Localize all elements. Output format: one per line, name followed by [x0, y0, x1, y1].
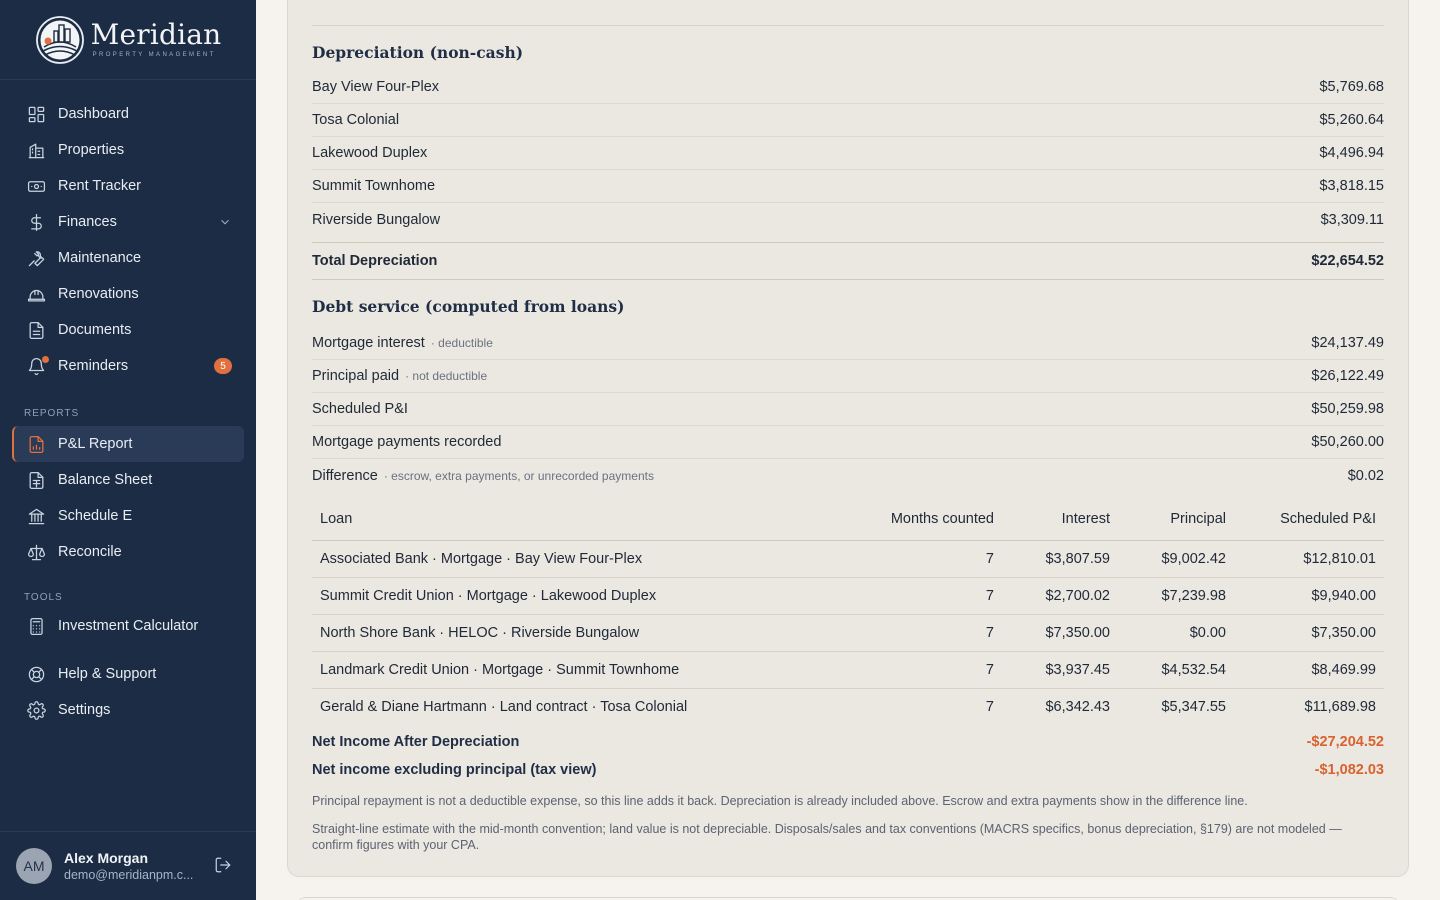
principal-cell: $4,532.54 — [1118, 651, 1234, 688]
document-icon — [26, 320, 46, 340]
loan-name-cell: Associated Bank · Mortgage · Bay View Four-Plex — [312, 540, 832, 577]
loan-name-cell: Landmark Credit Union · Mortgage · Summit Townhome — [312, 651, 832, 688]
nav-item-label: Reminders — [58, 358, 129, 374]
nav-item-label: Maintenance — [58, 250, 142, 266]
brand-name: Meridian — [90, 18, 222, 51]
user-name: Alex Morgan — [64, 850, 149, 866]
avatar: AM — [16, 848, 52, 884]
row-label: Bay View Four-Plex — [312, 79, 440, 95]
row-amount: $50,259.98 — [1311, 401, 1384, 417]
row-note: · not deductible — [405, 369, 488, 383]
total-depreciation-row — [312, 242, 1384, 280]
dashboard-icon — [26, 104, 46, 124]
nav-item-label: Rent Tracker — [58, 178, 141, 194]
net-label: Net Income After Depreciation — [312, 734, 520, 750]
nav-item-label: Finances — [58, 214, 117, 230]
wrench-icon — [26, 248, 46, 268]
reports-section-label: REPORTS — [24, 407, 80, 419]
nav-item-label: Renovations — [58, 286, 139, 302]
row-amount: $3,818.15 — [1319, 178, 1384, 194]
scheduled-pi-cell: $7,350.00 — [1234, 614, 1384, 651]
nav-item-label: Investment Calculator — [58, 618, 199, 634]
net-value: -$1,082.03 — [1314, 762, 1384, 778]
row-amount: $26,122.49 — [1311, 368, 1384, 384]
depreciation-row — [312, 170, 1384, 203]
depreciation-row — [312, 137, 1384, 170]
tools-section-label: TOOLS — [24, 591, 63, 603]
table-row — [312, 540, 1384, 577]
scheduled-pi-cell: $9,940.00 — [1234, 577, 1384, 614]
nav-item-schedule-e[interactable] — [12, 498, 244, 534]
principal-note: Principal repayment is not a deductible expense, so this line adds it back. Depreciation is already included above. Escrow and extra payments show in the difference line. — [312, 794, 1248, 808]
main-nav — [0, 80, 256, 728]
gear-icon — [26, 700, 46, 720]
row-label: Summit Townhome — [312, 178, 436, 194]
debt-row — [312, 459, 1384, 492]
table-header-row — [312, 499, 1384, 540]
dollar-icon — [26, 212, 46, 232]
row-note: · deductible — [430, 336, 493, 350]
row-amount: $3,309.11 — [1320, 211, 1384, 228]
row-label: Total Depreciation — [312, 253, 438, 269]
nav-item-help-support[interactable] — [12, 656, 244, 692]
nav-item-properties[interactable] — [12, 132, 244, 168]
nav-item-label: Balance Sheet — [58, 472, 153, 488]
row-label: Tosa Colonial — [312, 112, 400, 128]
nav-item-pl-report[interactable] — [12, 426, 244, 462]
scheduled-pi-cell: $12,810.01 — [1234, 540, 1384, 577]
loan-name-cell: Summit Credit Union · Mortgage · Lakewood Duplex — [312, 577, 832, 614]
nav-item-label: Documents — [58, 322, 132, 338]
principal-cell: $0.00 — [1118, 614, 1234, 651]
sidebar — [0, 0, 256, 900]
row-amount: $0.02 — [1347, 467, 1384, 484]
chevron-down-icon[interactable] — [218, 215, 232, 229]
building-icon — [26, 140, 46, 160]
row-amount: $5,769.68 — [1319, 79, 1384, 95]
brand-tagline: PROPERTY MANAGEMENT — [92, 52, 216, 58]
pl-report-card — [287, 0, 1409, 877]
interest-cell: $3,937.45 — [1002, 651, 1118, 688]
table-row — [312, 614, 1384, 651]
table-row — [312, 577, 1384, 614]
row-label: Mortgage interest — [312, 335, 425, 351]
net-income-after-depreciation — [312, 734, 1384, 750]
nav-item-label: Properties — [58, 142, 125, 158]
debt-row — [312, 360, 1384, 393]
row-amount: $22,654.52 — [1311, 253, 1384, 269]
nav-item-balance-sheet[interactable] — [12, 462, 244, 498]
nav-item-label: P&L Report — [58, 436, 133, 452]
column-header: Interest — [1002, 499, 1118, 540]
nav-item-label: Settings — [58, 702, 111, 718]
debt-row — [312, 327, 1384, 360]
nav-item-renovations[interactable] — [12, 276, 244, 312]
principal-cell: $5,347.55 — [1161, 698, 1226, 715]
principal-cell: $9,002.42 — [1118, 540, 1234, 577]
row-amount: $50,260.00 — [1311, 434, 1384, 450]
nav-item-dashboard[interactable] — [12, 96, 244, 132]
table-row — [312, 651, 1384, 688]
net-income-tax-view — [312, 762, 1384, 778]
row-label: Riverside Bungalow — [312, 211, 441, 228]
nav-item-label: Help & Support — [58, 666, 157, 682]
bank-icon — [26, 506, 46, 526]
months-cell: 7 — [985, 698, 994, 715]
interest-cell: $6,342.43 — [1045, 698, 1110, 715]
brand-logo[interactable] — [0, 0, 256, 80]
row-amount: $5,260.64 — [1319, 112, 1384, 128]
nav-item-label: Reconcile — [58, 544, 122, 560]
row-amount: $24,137.49 — [1311, 335, 1384, 351]
reminders-count-badge: 5 — [214, 358, 232, 374]
table-row — [312, 688, 1384, 725]
row-label: Difference — [312, 467, 378, 484]
meridian-logo-icon — [35, 15, 85, 65]
nav-item-reconcile[interactable] — [12, 534, 244, 570]
depreciation-row — [312, 71, 1384, 104]
interest-cell: $7,350.00 — [1002, 614, 1118, 651]
months-cell: 7 — [832, 577, 1002, 614]
debt-service-section-title: Debt service (computed from loans) — [312, 297, 625, 316]
interest-cell: $2,700.02 — [1002, 577, 1118, 614]
principal-cell: $7,239.98 — [1118, 577, 1234, 614]
row-label: Principal paid — [312, 368, 400, 384]
nav-item-documents[interactable] — [12, 312, 244, 348]
scale-icon — [26, 542, 46, 562]
debt-row — [312, 426, 1384, 459]
logout-icon[interactable] — [214, 856, 234, 876]
sheet-icon — [26, 470, 46, 490]
months-cell: 7 — [832, 540, 1002, 577]
months-cell: 7 — [832, 651, 1002, 688]
column-header: Months counted — [832, 499, 1002, 540]
scheduled-pi-cell: $11,689.98 — [1304, 698, 1376, 715]
loan-name-cell: North Shore Bank · HELOC · Riverside Bungalow — [312, 614, 832, 651]
months-cell: 7 — [832, 614, 1002, 651]
depreciation-row — [312, 203, 1384, 236]
column-header: Loan — [312, 499, 832, 540]
row-label: Lakewood Duplex — [312, 145, 428, 161]
divider — [312, 25, 1384, 26]
net-label: Net income excluding principal (tax view) — [312, 762, 597, 778]
row-label: Scheduled P&I — [312, 401, 408, 417]
nav-item-label: Dashboard — [58, 106, 129, 122]
hardhat-icon — [26, 284, 46, 304]
depreciation-row — [312, 104, 1384, 137]
row-label: Mortgage payments recorded — [312, 434, 502, 450]
report-icon — [26, 434, 46, 454]
depreciation-method-note: Straight-line estimate with the mid-month convention; land value is not depreciable. Disposals/sales and tax conventions (MACRS specifics, bonus depreciation, §179) are not modeled — confirm figures with your CPA. — [312, 822, 1342, 852]
nav-item-investment-calculator[interactable] — [12, 608, 244, 644]
loan-name-cell: Gerald & Diane Hartmann · Land contract · Tosa Colonial — [320, 698, 688, 715]
nav-item-settings[interactable] — [12, 692, 244, 728]
row-note: · escrow, extra payments, or unrecorded payments — [383, 468, 654, 483]
row-amount: $4,496.94 — [1319, 145, 1384, 161]
nav-item-finances[interactable] — [12, 204, 244, 240]
lifebuoy-icon — [26, 664, 46, 684]
nav-item-rent-tracker[interactable] — [12, 168, 244, 204]
loans-table — [312, 499, 1384, 725]
user-email: demo@meridianpm.c... — [64, 868, 194, 882]
net-value: -$27,204.52 — [1306, 734, 1384, 750]
depreciation-section-title: Depreciation (non-cash) — [312, 43, 524, 62]
nav-item-label: Schedule E — [58, 508, 133, 524]
column-header: Scheduled P&I — [1234, 499, 1384, 540]
notification-dot — [42, 356, 49, 363]
nav-item-maintenance[interactable] — [12, 240, 244, 276]
user-profile[interactable] — [0, 831, 256, 900]
nav-item-reminders[interactable] — [12, 348, 244, 384]
calculator-icon — [26, 616, 46, 636]
scheduled-pi-cell: $8,469.99 — [1234, 651, 1384, 688]
column-header: Principal — [1118, 499, 1234, 540]
banknote-icon — [26, 176, 46, 196]
debt-row — [312, 393, 1384, 426]
interest-cell: $3,807.59 — [1002, 540, 1118, 577]
